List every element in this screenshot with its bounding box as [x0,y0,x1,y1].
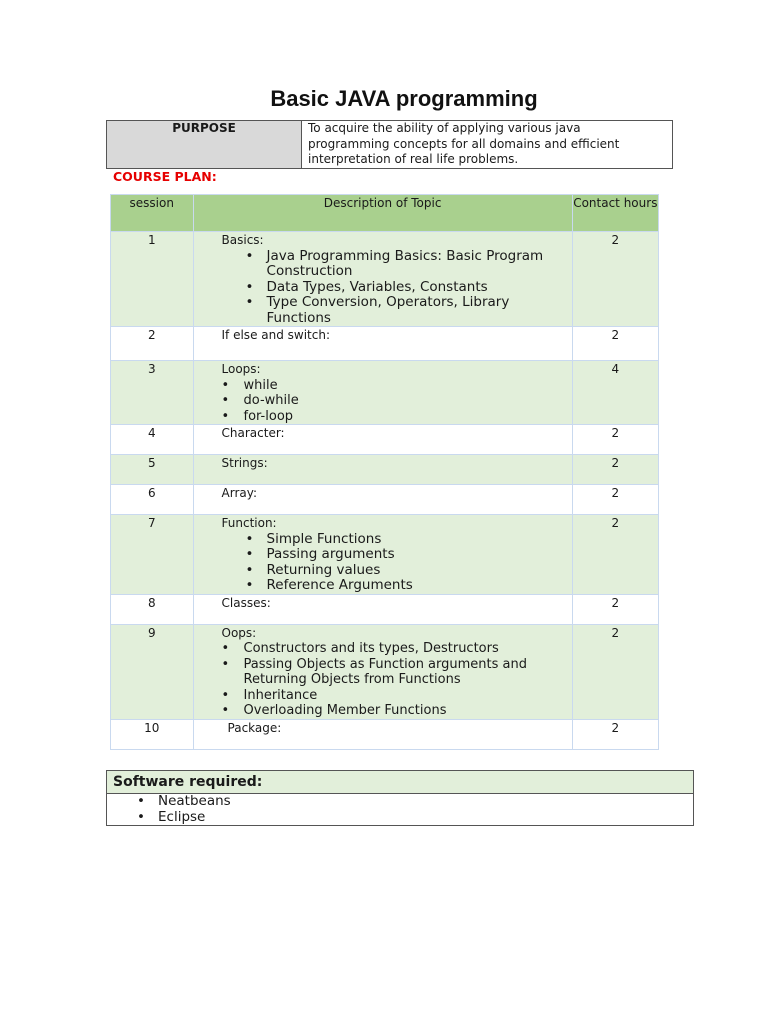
session-number: 10 [111,719,194,749]
table-row [111,719,659,749]
topic-title: If else and switch: [193,327,572,361]
session-number: 7 [111,515,194,595]
table-row [111,361,659,425]
table-row [111,327,659,361]
software-heading: Software required: [107,771,694,794]
list-item: • Reference Arguments [222,578,572,594]
course-plan-table [110,194,659,750]
course-plan-heading: COURSE PLAN: [113,169,217,184]
session-number: 5 [111,455,194,485]
table-row [111,594,659,624]
list-item: • Simple Functions [222,532,572,548]
software-table [106,770,694,826]
session-number: 1 [111,232,194,327]
table-row [111,624,659,719]
table-row [111,425,659,455]
session-number: 6 [111,485,194,515]
topic-title: Loops: [221,362,261,376]
topic-title: Strings: [193,455,572,485]
header-description: Description of Topic [193,195,572,232]
purpose-text [302,121,673,169]
software-list [107,794,693,825]
purpose-line: To acquire the ability of applying various java [308,121,581,135]
table-row [111,515,659,595]
list-item: • do-while [222,393,572,409]
list-item: • Passing Objects as Function arguments and Returning Objects from Functions [222,657,572,688]
topic-cell [193,232,572,327]
contact-hours: 2 [572,624,658,719]
list-item: • Overloading Member Functions [222,703,572,719]
session-number: 2 [111,327,194,361]
contact-hours: 2 [572,327,658,361]
header-session: session [111,195,194,232]
contact-hours: 2 [572,515,658,595]
topic-list [222,532,572,594]
contact-hours: 2 [572,232,658,327]
session-number: 9 [111,624,194,719]
topic-cell [193,361,572,425]
list-item: • Data Types, Variables, Constants [222,280,572,296]
contact-hours: 2 [572,719,658,749]
software-list-cell [107,794,694,826]
list-item: • Type Conversion, Operators, Library Functions [222,295,572,326]
contact-hours: 4 [572,361,658,425]
topic-list [222,641,572,719]
purpose-line: programming concepts for all domains and efficient [308,136,620,151]
table-row [111,485,659,515]
session-number: 4 [111,425,194,455]
list-item: • Returning values [222,563,572,579]
purpose-table [106,120,673,169]
list-item: • for-loop [222,409,572,425]
topic-list [222,378,572,425]
list-item: • Inheritance [222,688,572,704]
table-row [111,455,659,485]
table-row [111,232,659,327]
topic-title: Oops: [221,625,257,640]
contact-hours: 2 [572,425,658,455]
list-item: • Passing arguments [222,547,572,563]
session-number: 3 [111,361,194,425]
topic-title: Character: [193,425,572,455]
document-title: Basic JAVA programming [270,86,538,111]
topic-cell [193,515,572,595]
contact-hours: 2 [572,485,658,515]
topic-title: Basics: [221,233,264,247]
list-item: • Eclipse [107,810,693,826]
topic-title: Function: [221,516,277,530]
purpose-label: PURPOSE [107,121,302,169]
topic-title: Classes: [193,594,572,624]
topic-title: Package: [193,719,572,749]
purpose-line: interpretation of real life problems. [308,152,519,166]
topic-cell [193,624,572,719]
topic-list [222,249,572,327]
header-contact-hours: Contact hours [572,195,658,232]
list-item: • Neatbeans [107,794,693,810]
list-item: • Java Programming Basics: Basic Program Construction [222,249,572,280]
list-item: • Constructors and its types, Destructors [222,641,572,657]
list-item: • while [222,378,572,394]
session-number: 8 [111,594,194,624]
contact-hours: 2 [572,594,658,624]
contact-hours: 2 [572,455,658,485]
topic-title: Array: [193,485,572,515]
